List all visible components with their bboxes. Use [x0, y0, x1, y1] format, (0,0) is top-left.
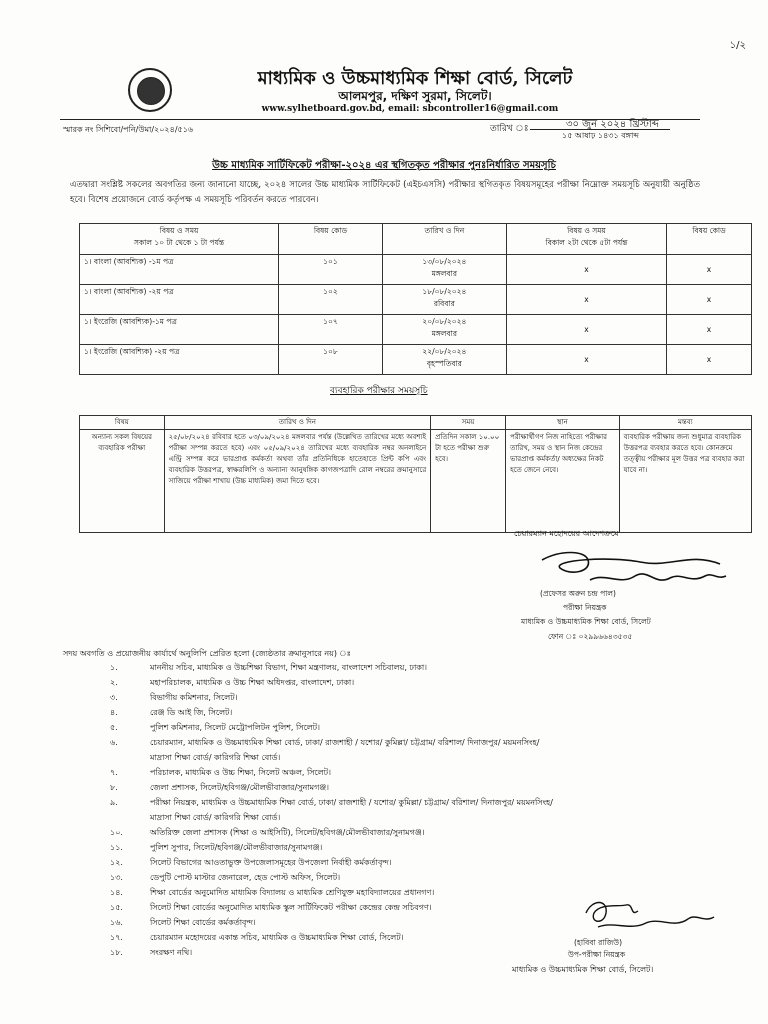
page-number: ১/২: [729, 40, 746, 51]
cell-date: ১৮/০৮/২০২৪ রবিবার: [382, 285, 506, 315]
cell-date: ২২/০৮/২০২৪ বৃহস্পতিবার: [382, 345, 506, 375]
table-row: [80, 345, 752, 375]
list-item: ১৩. ডেপুটি পোস্ট মাস্টার জেনারেল, হেড পোস্ট অফিস, সিলেট।: [110, 873, 341, 882]
deputy-office: মাধ্যমিক ও উচ্চমাধ্যমিক শিক্ষা বোর্ড, সিলেট।: [512, 965, 654, 974]
list-item: ১৭. চেয়ারম্যান মহোদয়ের একান্ত সচিব, মাধ্যমিক ও উচ্চমাধ্যমিক শিক্ষা বোর্ড, সিলেট।: [110, 933, 404, 942]
cell-subject: ১। ইংরেজি (আবশ্যিক) -২য় পত্র: [80, 345, 279, 375]
table-row: [80, 430, 752, 533]
list-item: ১১. পুলিশ সুপার, সিলেট/হবিগঞ্জ/মৌলভীবাজার/সুনামগঞ্জ।: [110, 843, 323, 852]
list-item: ৭. পরিচালক, মাধ্যমিক ও উচ্চ শিক্ষা, সিলেট অঞ্চল, সিলেট।: [110, 768, 331, 777]
cell-code: ১০১: [279, 255, 383, 285]
notice-intro: এতদ্বারা সংশ্লিষ্ট সকলের অবগতির জন্য জানানো যাচ্ছে, ২০২৪ সালের উচ্চ মাধ্যমিক সার্টিফিকেট (এইচএসসি) পরীক্ষার স্থগিতকৃত বিষয়সমূহের পরীক্ষা নিম্নোক্ত সময়সূচি অনুযায়ী অনুষ্ঠিত হবে। বিশেষ প্রয়োজনে বোর্ড কর্তৃপক্ষ এ সময়সূচি পরিবর্তন করতে পারবেন।: [70, 180, 700, 205]
cell-code-afternoon: x: [667, 285, 752, 315]
list-item: ৫. পুলিশ কমিশনার, সিলেট মেট্রোপলিটন পুলিশ, সিলেট।: [110, 723, 320, 732]
list-item: মাদ্রাসা শিক্ষা বোর্ড/ কারিগরি শিক্ষা বোর্ড।: [150, 813, 281, 822]
list-item: ১৮. সংরক্ষণ নথি।: [110, 948, 193, 957]
list-item: ৩. বিভাগীয় কমিশনার, সিলেট।: [110, 693, 238, 702]
board-name: মাধ্যমিক ও উচ্চমাধ্যমিক শিক্ষা বোর্ড, সিলেট: [257, 68, 573, 89]
board-logo: [128, 68, 172, 112]
deputy-name: (হাবিবা রাজিউ): [574, 938, 623, 947]
list-item: ২. মহাপরিচালক, মাধ্যমিক ও উচ্চ শিক্ষা অধিদপ্তর, বাংলাদেশ, ঢাকা।: [110, 678, 355, 687]
header-subject-time: বিষয় ও সময় সকাল ১০ টা থেকে ১ টা পর্যন্ত: [80, 224, 279, 255]
cell-code-afternoon: x: [667, 315, 752, 345]
cell-code-afternoon: x: [667, 345, 752, 375]
cell-date-day: ২৫/০৮/২০২৪ রবিবার হতে ০৩/০৯/২০২৪ মঙ্গলবার পর্যন্ত (উল্লেখিত তারিখের মধ্যে অবশ্যই পরীক্ষা সম্পন্ন করতে হবে) এবং ০৫/০৯/২০২৪ তারিখের মধ্যে ব্যবহারিক নম্বর অনলাইনে এন্ট্রি সম্পন্ন করে ভারপ্রাপ্ত কর্মকর্তা অথবা তাঁর প্রতিনিধিকে হাতেহাতে প্রিন্ট কপি এবং ব্যবহারিক উত্তরপত্র, স্বাক্ষরলিপি ও অন্যান্য আনুষঙ্গিক কাগজপত্রাদি রোল নম্বরের ক্রমানুসারে সাজিয়ে পরীক্ষা শাখায় (উচ্চ মাধ্যমিক) জমা দিতে হবে।: [164, 430, 431, 533]
table-row: [80, 285, 752, 315]
cell-afternoon: x: [506, 285, 666, 315]
cell-date: ১৩/০৮/২০২৪ মঙ্গলবার: [382, 255, 506, 285]
header-date-day: তারিখ ও দিন: [164, 416, 431, 430]
table-header-row: [80, 416, 752, 430]
practical-schedule-table: [79, 415, 752, 533]
date-bangla: ১৫ আষাঢ় ১৪৩১ বঙ্গাব্দ: [562, 131, 639, 140]
notice-subject: উচ্চ মাধ্যমিক সার্টিফিকেট পরীক্ষা-২০২৪ এর স্থগিতকৃত পরীক্ষার পুনঃনির্ধারিত সময়সূচি: [212, 160, 556, 171]
header-code: বিষয় কোড: [279, 224, 383, 255]
list-item: ১৫. সিলেট শিক্ষা বোর্ডের অনুমোদিত মাধ্যমিক স্কুল সার্টিফিকেট পরীক্ষা কেন্দ্রের কেন্দ্র সচিবগণ।: [110, 903, 432, 912]
practical-title: ব্যবহারিক পরীক্ষার সময়সূচি: [330, 386, 428, 396]
cell-code: ১০৭: [279, 315, 383, 345]
cell-afternoon: x: [506, 255, 666, 285]
header-code-afternoon: বিষয় কোড: [667, 224, 752, 255]
controller-name: (প্রফেসর অরুন চন্দ্র পাল): [540, 589, 616, 598]
cell-date: ২০/০৮/২০২৪ মঙ্গলবার: [382, 315, 506, 345]
controller-signature: [530, 546, 730, 592]
cell-afternoon: x: [506, 315, 666, 345]
cell-code-afternoon: x: [667, 255, 752, 285]
deputy-signature: [578, 893, 718, 935]
list-item: ৯. পরীক্ষা নিয়ন্ত্রক, মাধ্যমিক ও উচ্চমাধ্যমিক শিক্ষা বোর্ড, ঢাকা/ রাজশাহী / যশোর/ কুমিল্লা/ চট্টগ্রাম/ বরিশাল/ দিনাজপুর/ ময়মনসিংহ/: [110, 798, 553, 807]
controller-office: মাধ্যমিক ও উচ্চমাধ্যমিক শিক্ষা বোর্ড, সিলেট: [521, 617, 651, 626]
table-header-row: [80, 224, 752, 255]
cell-afternoon: x: [506, 345, 666, 375]
date-gregorian: ৩০ জুন ২০২৪ খ্রিস্টাব্দ: [566, 119, 659, 130]
memo-number: স্মারক নং সিশিবো/পনি/উমা/২০২৪/৫১৬: [63, 125, 194, 134]
cell-time: প্রতিদিন সকাল ১০.০০ টা হতে পরীক্ষা শুরু হবে।: [431, 430, 506, 533]
cell-remarks: ব্যবহারিক পরীক্ষায় জন্য শুধুমাত্র ব্যবহারিক উত্তরপত্র ব্যবহার করতে হবে। কোনক্রমে তত্ত্বীয় পরীক্ষার মূল উত্তর পত্র ব্যবহার করা যাবে না।: [619, 430, 751, 533]
list-item: ১৬. সিলেট শিক্ষা বোর্ডের কর্মকর্তাবৃন্দ।: [110, 918, 256, 927]
cell-code: ১০২: [279, 285, 383, 315]
cell-code: ১০৮: [279, 345, 383, 375]
copy-intro: সদয় অবগতি ও প্রয়োজনীয় কার্যার্থে অনুলিপি প্রেরিত হলো (জ্যেষ্ঠতার ক্রমানুসারে নয়) ঃ: [63, 649, 351, 658]
order-line: চেয়ারম্যান মহোদয়ের আদেশক্রমে: [514, 529, 619, 538]
board-address: আলমপুর, দক্ষিণ সুরমা, সিলেট।: [338, 89, 492, 103]
cell-subject: ১। বাংলা (আবশ্যিক) -২য় পত্র: [80, 285, 279, 315]
header-remarks: মন্তব্য: [619, 416, 751, 430]
exam-schedule-table: [79, 223, 752, 375]
list-item: ৬. চেয়ারম্যান, মাধ্যমিক ও উচ্চমাধ্যমিক শিক্ষা বোর্ড, ঢাকা/ রাজশাহী / যশোর/ কুমিল্লা/ চট্টগ্রাম/ বরিশাল/ দিনাজপুর/ ময়মনসিংহ/: [110, 738, 540, 747]
cell-subject: ১। বাংলা (আবশ্যিক) -১ম পত্র: [80, 255, 279, 285]
deputy-title: উপ-পরীক্ষা নিয়ন্ত্রক: [568, 950, 626, 959]
cell-subject: ১। ইংরেজি (আবশ্যিক)-১ম পত্র: [80, 315, 279, 345]
table-row: [80, 255, 752, 285]
header-time: সময়: [431, 416, 506, 430]
list-item: ৮. জেলা প্রশাসক, সিলেট/হবিগঞ্জ/মৌলভীবাজার/সুনামগঞ্জ।: [110, 783, 330, 792]
list-item: মাদ্রাসা শিক্ষা বোর্ড/ কারিগরি শিক্ষা বোর্ড।: [150, 753, 281, 762]
table-row: [80, 315, 752, 345]
header-place: স্থান: [506, 416, 620, 430]
cell-place: পরীক্ষার্থীগণ নিজ নাহিত্যে পরীক্ষার তারিখ, সময় ও স্থান নিজ কেন্দ্রের ভারপ্রাপ্ত কর্মকর্তা/ অধ্যক্ষের নিকট হতে জেনে নেবে।: [506, 430, 620, 533]
header-subject-time-afternoon: বিষয় ও সময় বিকাল ২টা থেকে ৫টা পর্যন্ত: [506, 224, 666, 255]
controller-title: পরীক্ষা নিয়ন্ত্রক: [563, 603, 607, 612]
list-item: ১৪. শিক্ষা বোর্ডের অনুমোদিত মাধ্যমিক বিদ্যালয় ও মাধ্যমিক শ্রেণিযুক্ত মহাবিদ্যালয়ের প্রধানগণ।: [110, 888, 435, 897]
list-item: ১০. অতিরিক্ত জেলা প্রশাসক (শিক্ষা ও আইসিটি), সিলেট/হবিগঞ্জ/মৌলভীবাজার/সুনামগঞ্জ।: [110, 828, 425, 837]
web-email-line: www.sylhetboard.gov.bd, email: sbcontroller16@gmail.com: [261, 104, 559, 114]
controller-phone: ফোন ঃ ০২৯৯৬৬৪৩৫৩৫: [548, 632, 633, 641]
list-item: ১২. সিলেট বিভাগের আওতাভুক্ত উপজেলাসমূহের উপজেলা নির্বাহী কর্মকর্তাবৃন্দ।: [110, 858, 392, 867]
date-label: তারিখ ঃ: [490, 124, 529, 134]
list-item: ১. মাননীয় সচিব, মাধ্যমিক ও উচ্চশিক্ষা বিভাগ, শিক্ষা মন্ত্রণালয়, বাংলাদেশ সচিবালয়, ঢাকা।: [110, 663, 428, 672]
header-date-day: তারিখ ও দিন: [382, 224, 506, 255]
list-item: ৪. রেঞ্জ ডি আই জি, সিলেট।: [110, 708, 233, 717]
cell-subject: অন্যান্য সকল বিষয়ের ব্যবহারিক পরীক্ষা: [80, 430, 165, 533]
header-subject: বিষয়: [80, 416, 165, 430]
